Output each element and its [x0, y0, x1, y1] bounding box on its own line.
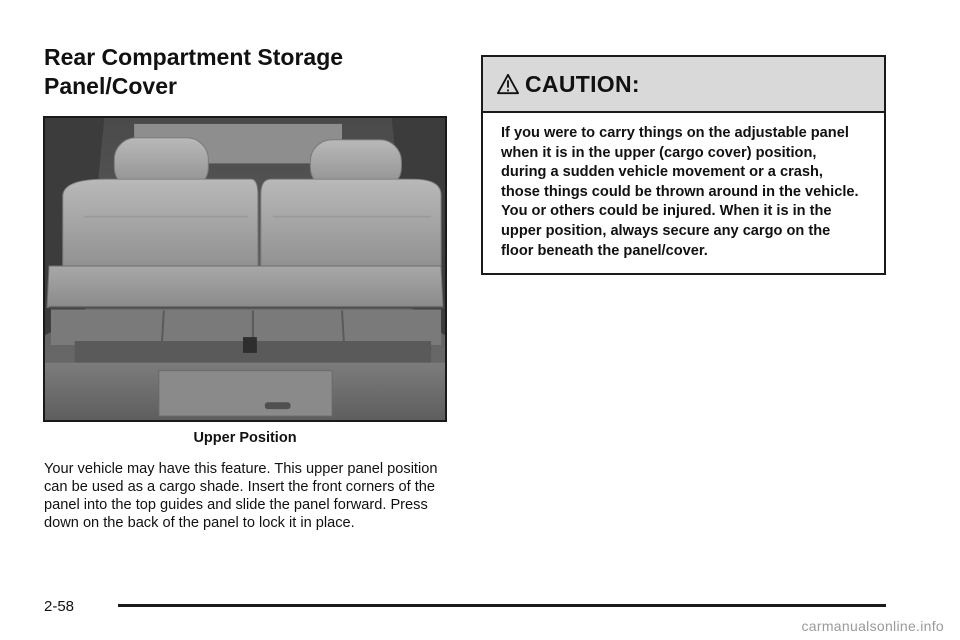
figure-caption: Upper Position [193, 430, 297, 446]
body-paragraph: Your vehicle may have this feature. This upper panel position can be used as a cargo shade. Insert the front corners of the panel into the top guides and slide the panel forward. Press down on the back of the panel to lock it in place. [44, 461, 438, 531]
cargo-panel-upper [47, 266, 443, 307]
right-seatback [261, 179, 441, 271]
caution-title: CAUTION: [525, 70, 640, 97]
caution-text: If you were to carry things on the adjustable panel when it is in the upper (cargo cover) position, during a sudden vehicle movement or a crash, those things could be thrown around in the vehicle. You or others could be injured. When it is in the upper position, always secure any cargo on the floor beneath the panel/cover. [501, 125, 859, 259]
section-title [44, 43, 464, 101]
caution-header [483, 57, 884, 113]
photo-illustration [45, 118, 445, 420]
latch [243, 337, 257, 353]
floor-handle [265, 402, 291, 409]
left-seatback [63, 179, 258, 271]
warning-triangle-icon [497, 73, 519, 95]
title-line-1: Rear Compartment Storage [44, 44, 344, 70]
floor-lid [159, 371, 332, 416]
rear-seat-cargo-panel-photo [43, 116, 447, 422]
title-line-2: Panel/Cover [44, 73, 177, 99]
footer-rule [118, 604, 886, 607]
watermark: carmanualsonline.info [801, 618, 944, 634]
page-number: 2-58 [44, 598, 75, 615]
caution-box [481, 55, 886, 275]
